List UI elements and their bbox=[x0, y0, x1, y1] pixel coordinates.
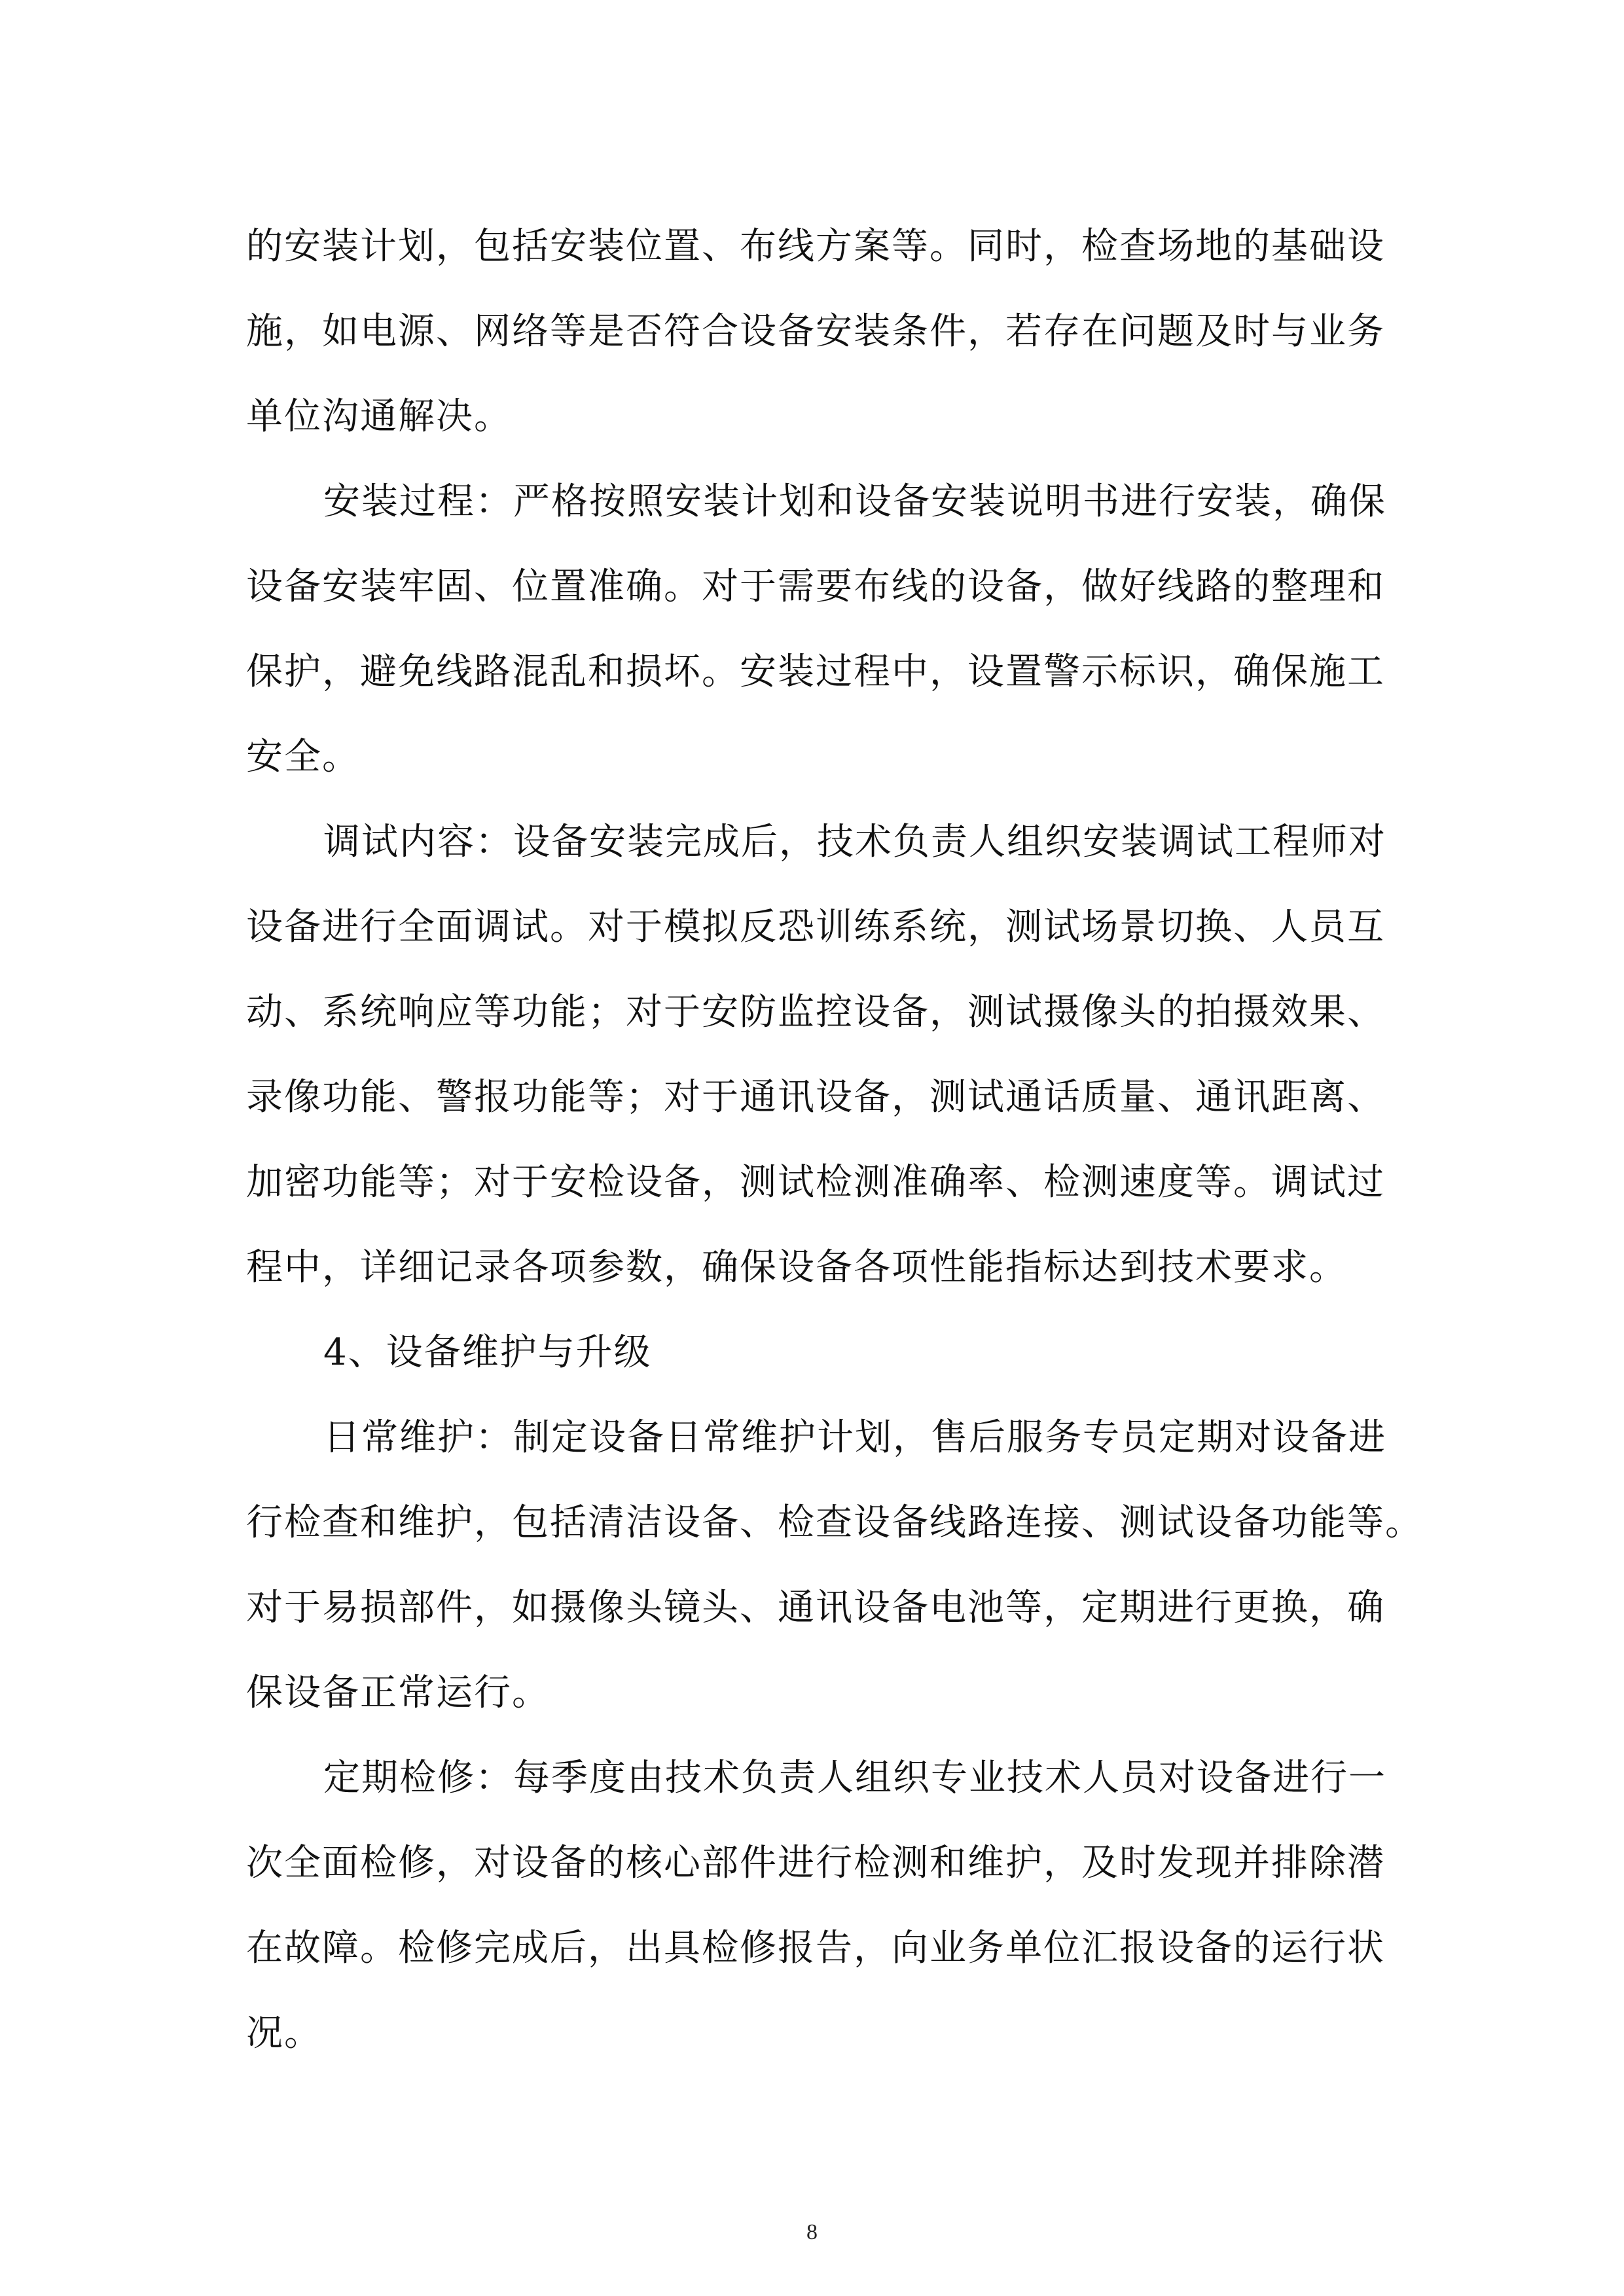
text-line: 保护，避免线路混乱和损坏。安装过程中，设置警示标识，确保施工 bbox=[246, 651, 1385, 693]
text-line: 行检查和维护，包括清洁设备、检查设备线路连接、测试设备功能等。 bbox=[246, 1501, 1423, 1544]
text-line: 施，如电源、网络等是否符合设备安装条件，若存在问题及时与业务 bbox=[246, 310, 1385, 353]
text-line: 安全。 bbox=[246, 736, 360, 778]
text-line: 况。 bbox=[246, 2012, 322, 2054]
text-line: 对于易损部件，如摄像头镜头、通讯设备电池等，定期进行更换，确 bbox=[246, 1587, 1385, 1629]
page-number: 8 bbox=[806, 2220, 818, 2244]
text-line: 定期检修：每季度由技术负责人组织专业技术人员对设备进行一 bbox=[323, 1757, 1386, 1799]
text-line: 调试内容：设备安装完成后，技术负责人组织安装调试工程师对 bbox=[323, 821, 1386, 863]
document-body bbox=[246, 204, 1423, 2076]
paragraph-debugging-content bbox=[246, 800, 1386, 1310]
text-line: 设备安装牢固、位置准确。对于需要布线的设备，做好线路的整理和 bbox=[246, 565, 1385, 608]
text-line: 加密功能等；对于安检设备，测试检测准确率、检测速度等。调试过 bbox=[246, 1161, 1385, 1204]
paragraph-daily-maintenance bbox=[246, 1395, 1423, 1736]
text-line: 录像功能、警报功能等；对于通讯设备，测试通话质量、通讯距离、 bbox=[246, 1076, 1385, 1119]
text-line: 安装过程：严格按照安装计划和设备安装说明书进行安装，确保 bbox=[323, 480, 1386, 523]
paragraph-installation-process bbox=[246, 459, 1386, 800]
paragraph-site-preparation bbox=[246, 204, 1385, 459]
text-line: 的安装计划，包括安装位置、布线方案等。同时，检查场地的基础设 bbox=[246, 225, 1385, 268]
paragraph-periodic-overhaul bbox=[246, 1736, 1386, 2076]
text-line: 在故障。检修完成后，出具检修报告，向业务单位汇报设备的运行状 bbox=[246, 1927, 1385, 1969]
text-line: 设备进行全面调试。对于模拟反恐训练系统，测试场景切换、人员互 bbox=[246, 906, 1385, 948]
text-line: 日常维护：制定设备日常维护计划，售后服务专员定期对设备进 bbox=[323, 1416, 1386, 1459]
text-line: 保设备正常运行。 bbox=[246, 1672, 550, 1714]
section-heading-maintenance: 4、设备维护与升级 bbox=[323, 1331, 652, 1374]
text-line: 单位沟通解决。 bbox=[246, 395, 512, 438]
text-line: 动、系统响应等功能；对于安防监控设备，测试摄像头的拍摄效果、 bbox=[246, 991, 1385, 1033]
text-line: 次全面检修，对设备的核心部件进行检测和维护，及时发现并排除潜 bbox=[246, 1842, 1385, 1884]
text-line: 程中，详细记录各项参数，确保设备各项性能指标达到技术要求。 bbox=[246, 1246, 1347, 1289]
